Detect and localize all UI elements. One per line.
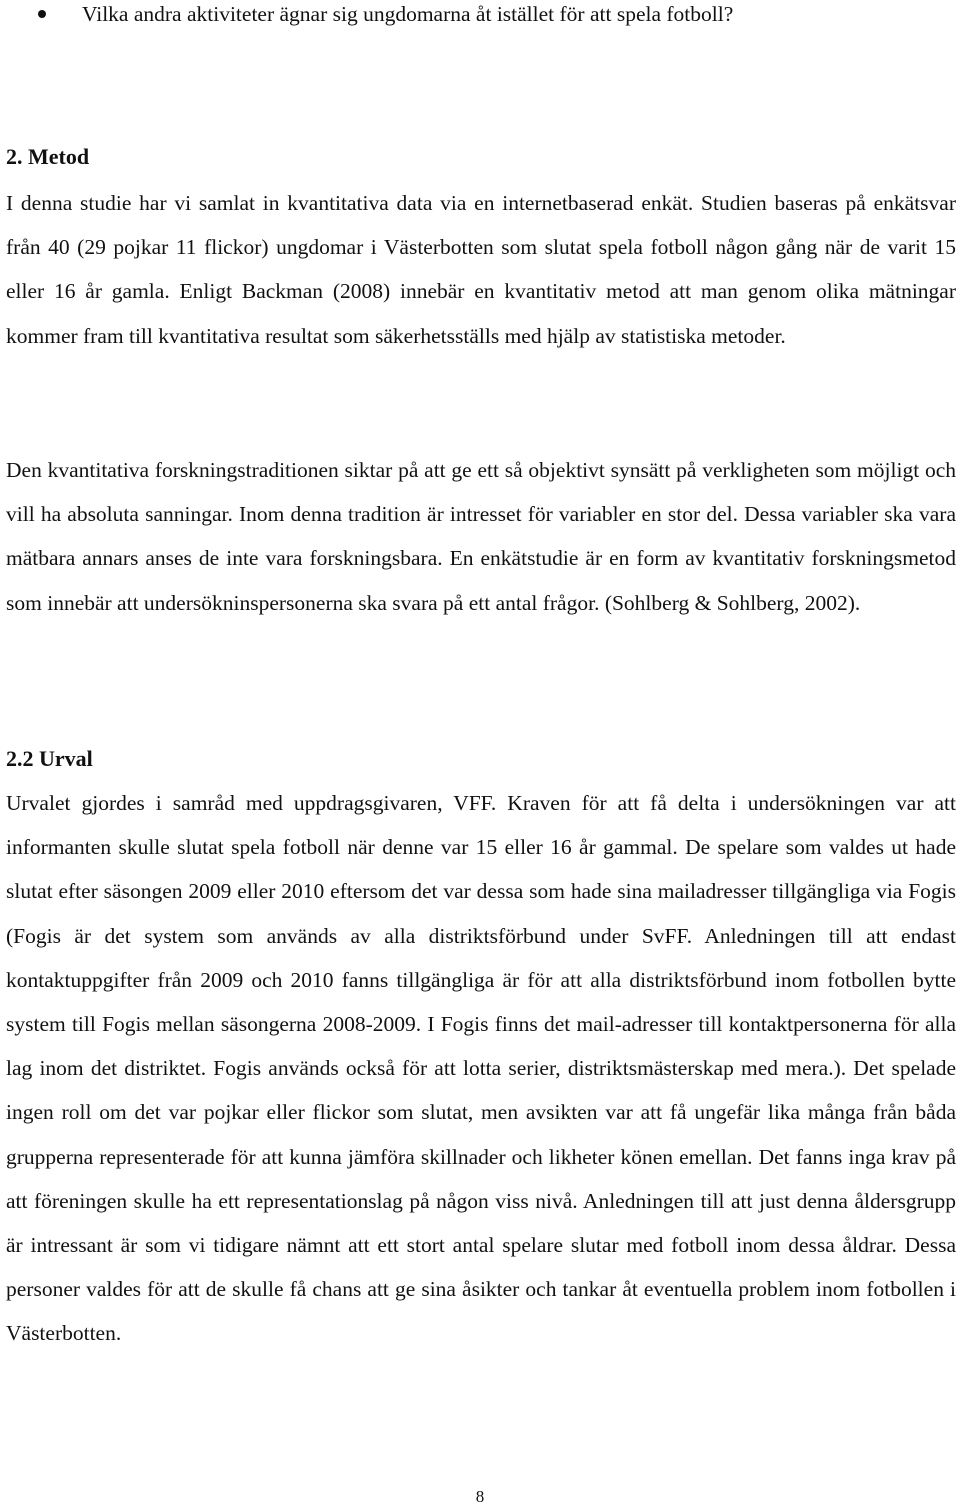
section-heading-urval: 2.2 Urval (6, 746, 93, 771)
section-heading-metod: 2. Metod (6, 144, 90, 169)
paragraph-metod-2: Den kvantitativa forskningstraditionen siktar på att ge ett så objektivt synsätt på verkligheten som möjligt och vill ha absoluta sanningar. Inom denna tradition är intresset för variabler en stor del. Dessa variabler ska vara mätbara annars anses de inte vara forskningsbara. En enkätstudie är en form av kvantitativ forskningsmetod som innebär att undersökninspersonerna ska svara på ett antal frågor. (Sohlberg & Sohlberg, 2002). (6, 458, 956, 615)
bullet-dot-icon (38, 10, 46, 18)
paragraph-urval-1: Urvalet gjordes i samråd med uppdragsgivaren, VFF. Kraven för att få delta i undersökningen var att informanten skulle slutat spela fotboll när denne var 15 eller 16 år gammal. De spelare som valdes ut hade slutat efter säsongen 2009 eller 2010 eftersom det var dessa som hade sina mailadresser tillgängliga via Fogis (Fogis är det system som används av alla distriktsförbund under SvFF. Anledningen till att endast kontaktuppgifter från 2009 och 2010 fanns tillgängliga är för att alla distriktsförbund inom fotbollen bytte system till Fogis mellan säsongerna 2008-2009. I Fogis finns det mail-adresser till kontaktpersonerna för alla lag inom det distriktet. Fogis används också för att lotta serier, distriktsmästerskap med mera.). Det spelade ingen roll om det var pojkar eller flickor som slutat, men avsikten var att få ungefär lika många från båda grupperna representerade för att kunna jämföra skillnader och likheter könen emellan. Det fanns inga krav på att föreningen skulle ha ett representationslag på någon viss nivå. Anledningen till att just denna åldersgrupp är intressant är som vi tidigare nämnt att ett stort antal spelare slutar med fotboll inom dessa åldrar. Dessa personer valdes för att de skulle få chans att ge sina åsikter och tankar åt eventuella problem inom fotbollen i Västerbotten. (6, 791, 956, 1346)
page-number: 8 (475, 1487, 485, 1506)
paragraph-metod-1: I denna studie har vi samlat in kvantitativa data via en internetbaserad enkät. Studien baseras på enkätsvar från 40 (29 pojkar 11 flickor) ungdomar i Västerbotten som slutat spela fotboll någon gång när de varit 15 eller 16 år gamla. Enligt Backman (2008) innebär en kvantitativ metod att man genom olika mätningar kommer fram till kvantitativa resultat som säkerhetsställs med hjälp av statistiska metoder. (6, 191, 956, 348)
bullet-text: Vilka andra aktiviteter ägnar sig ungdomarna åt istället för att spela fotboll? (82, 2, 734, 26)
